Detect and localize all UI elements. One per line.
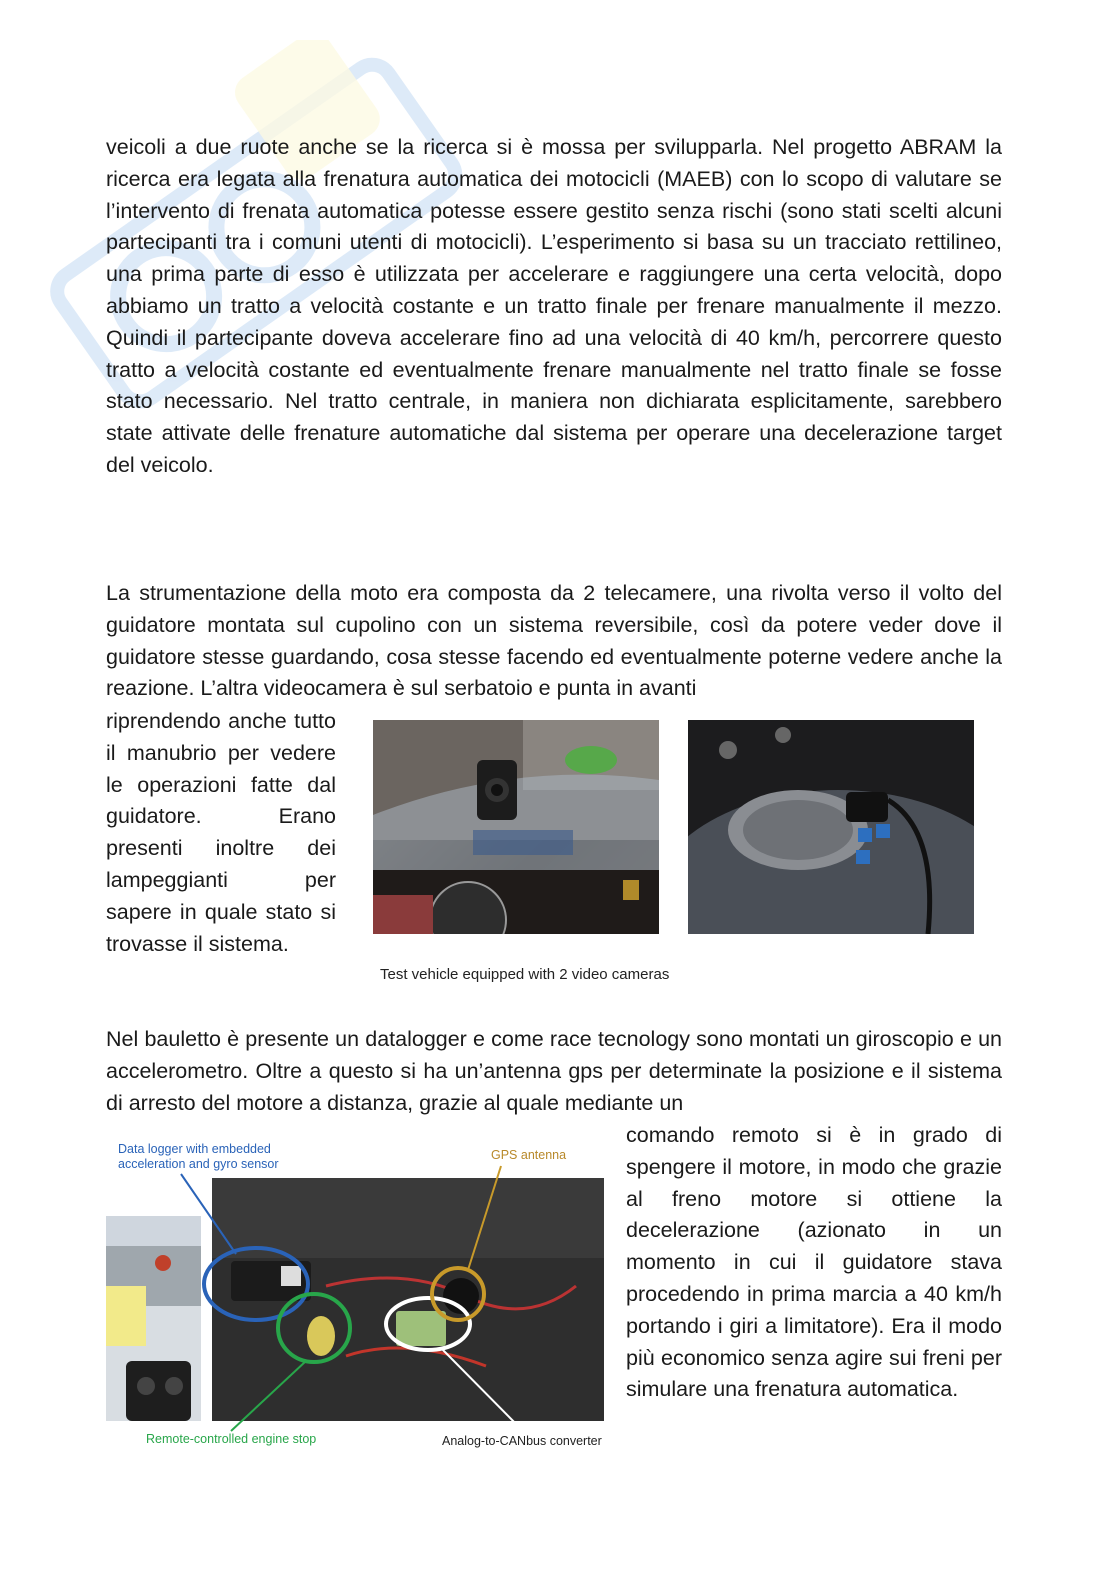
- paragraph-instrumentation: La strumentazione della moto era composta da 2 telecamere, una rivolta verso il volto del guidatore montata sul cupolino con un sistema reversibile, così da potere veder dove il guidatore stesse guardando, cosa stesse facendo ed eventualmente poterne vedere anche la reazione. L’altra videocamera è sul serbatoio e punta in avanti: [106, 581, 1002, 701]
- paragraph-datalogger: Nel bauletto è presente un datalogger e come race tecnology sono montati un giroscopio e un accelerometro. Oltre a questo si ha un’antenna gps per determinate la posizione e il sistema di arresto del motore a distanza, grazie al quale mediante un: [106, 1027, 1002, 1115]
- figure1-caption: Test vehicle equipped with 2 video cameras: [380, 966, 670, 983]
- photo-tank-camera: [688, 720, 974, 934]
- label-canbus-converter: Analog-to-CANbus converter: [442, 1434, 602, 1448]
- label-engine-stop: Remote-controlled engine stop: [146, 1432, 317, 1446]
- paragraph-instrumentation-continued: riprendendo anche tutto il manubrio per vedere le operazioni fatte dal guidatore. Erano presenti inoltre dei lampeggianti per sapere in quale stato si trovasse il sistema.: [106, 709, 336, 956]
- figure-equipment-case: [106, 1136, 616, 1451]
- paragraph-remote-command: comando remoto si è in grado di spengere il motore, in modo che grazie al freno motore si ottiene la decelerazione (azionato in un momento in cui il guidatore stava procedendo in prima marcia a 40 km/h portando i giri a limitatore). Era il modo più economico senza agire sui freni per simulare una frenatura automatica.: [626, 1123, 1002, 1402]
- paragraph-abram: veicoli a due ruote anche se la ricerca si è mossa per svilupparla. Nel progetto ABRAM la ricerca era legata alla frenatura automatica dei motocicli (MAEB) con lo scopo di valutare se l’intervento di frenata automatica potesse essere gestito senza rischi (sono stati scelti alcuni partecipanti tra i comuni utenti di motocicli). L’esperimento si basa su un tracciato rettilineo, una prima parte di esso è utilizzata per accelerare e raggiungere una certa velocità, dopo abbiamo un tratto a velocità costante e un tratto finale per frenare manualmente il mezzo. Quindi il partecipante doveva accelerare fino ad una velocità di 40 km/h, percorrere questo tratto a velocità costante ed eventualmente frenare manualmente nel tratto finale se fosse stato necessario. Nel tratto centrale, in maniera non dichiarata esplicitamente, sarebbero state attivate delle frenature automatiche dal sistema per operare una decelerazione target del veicolo.: [106, 135, 1002, 477]
- label-gps-antenna: GPS antenna: [491, 1148, 567, 1162]
- label-datalogger: Data logger with embedded acceleration and gyro sensor: [118, 1142, 279, 1171]
- photo-windshield-camera: [373, 720, 659, 934]
